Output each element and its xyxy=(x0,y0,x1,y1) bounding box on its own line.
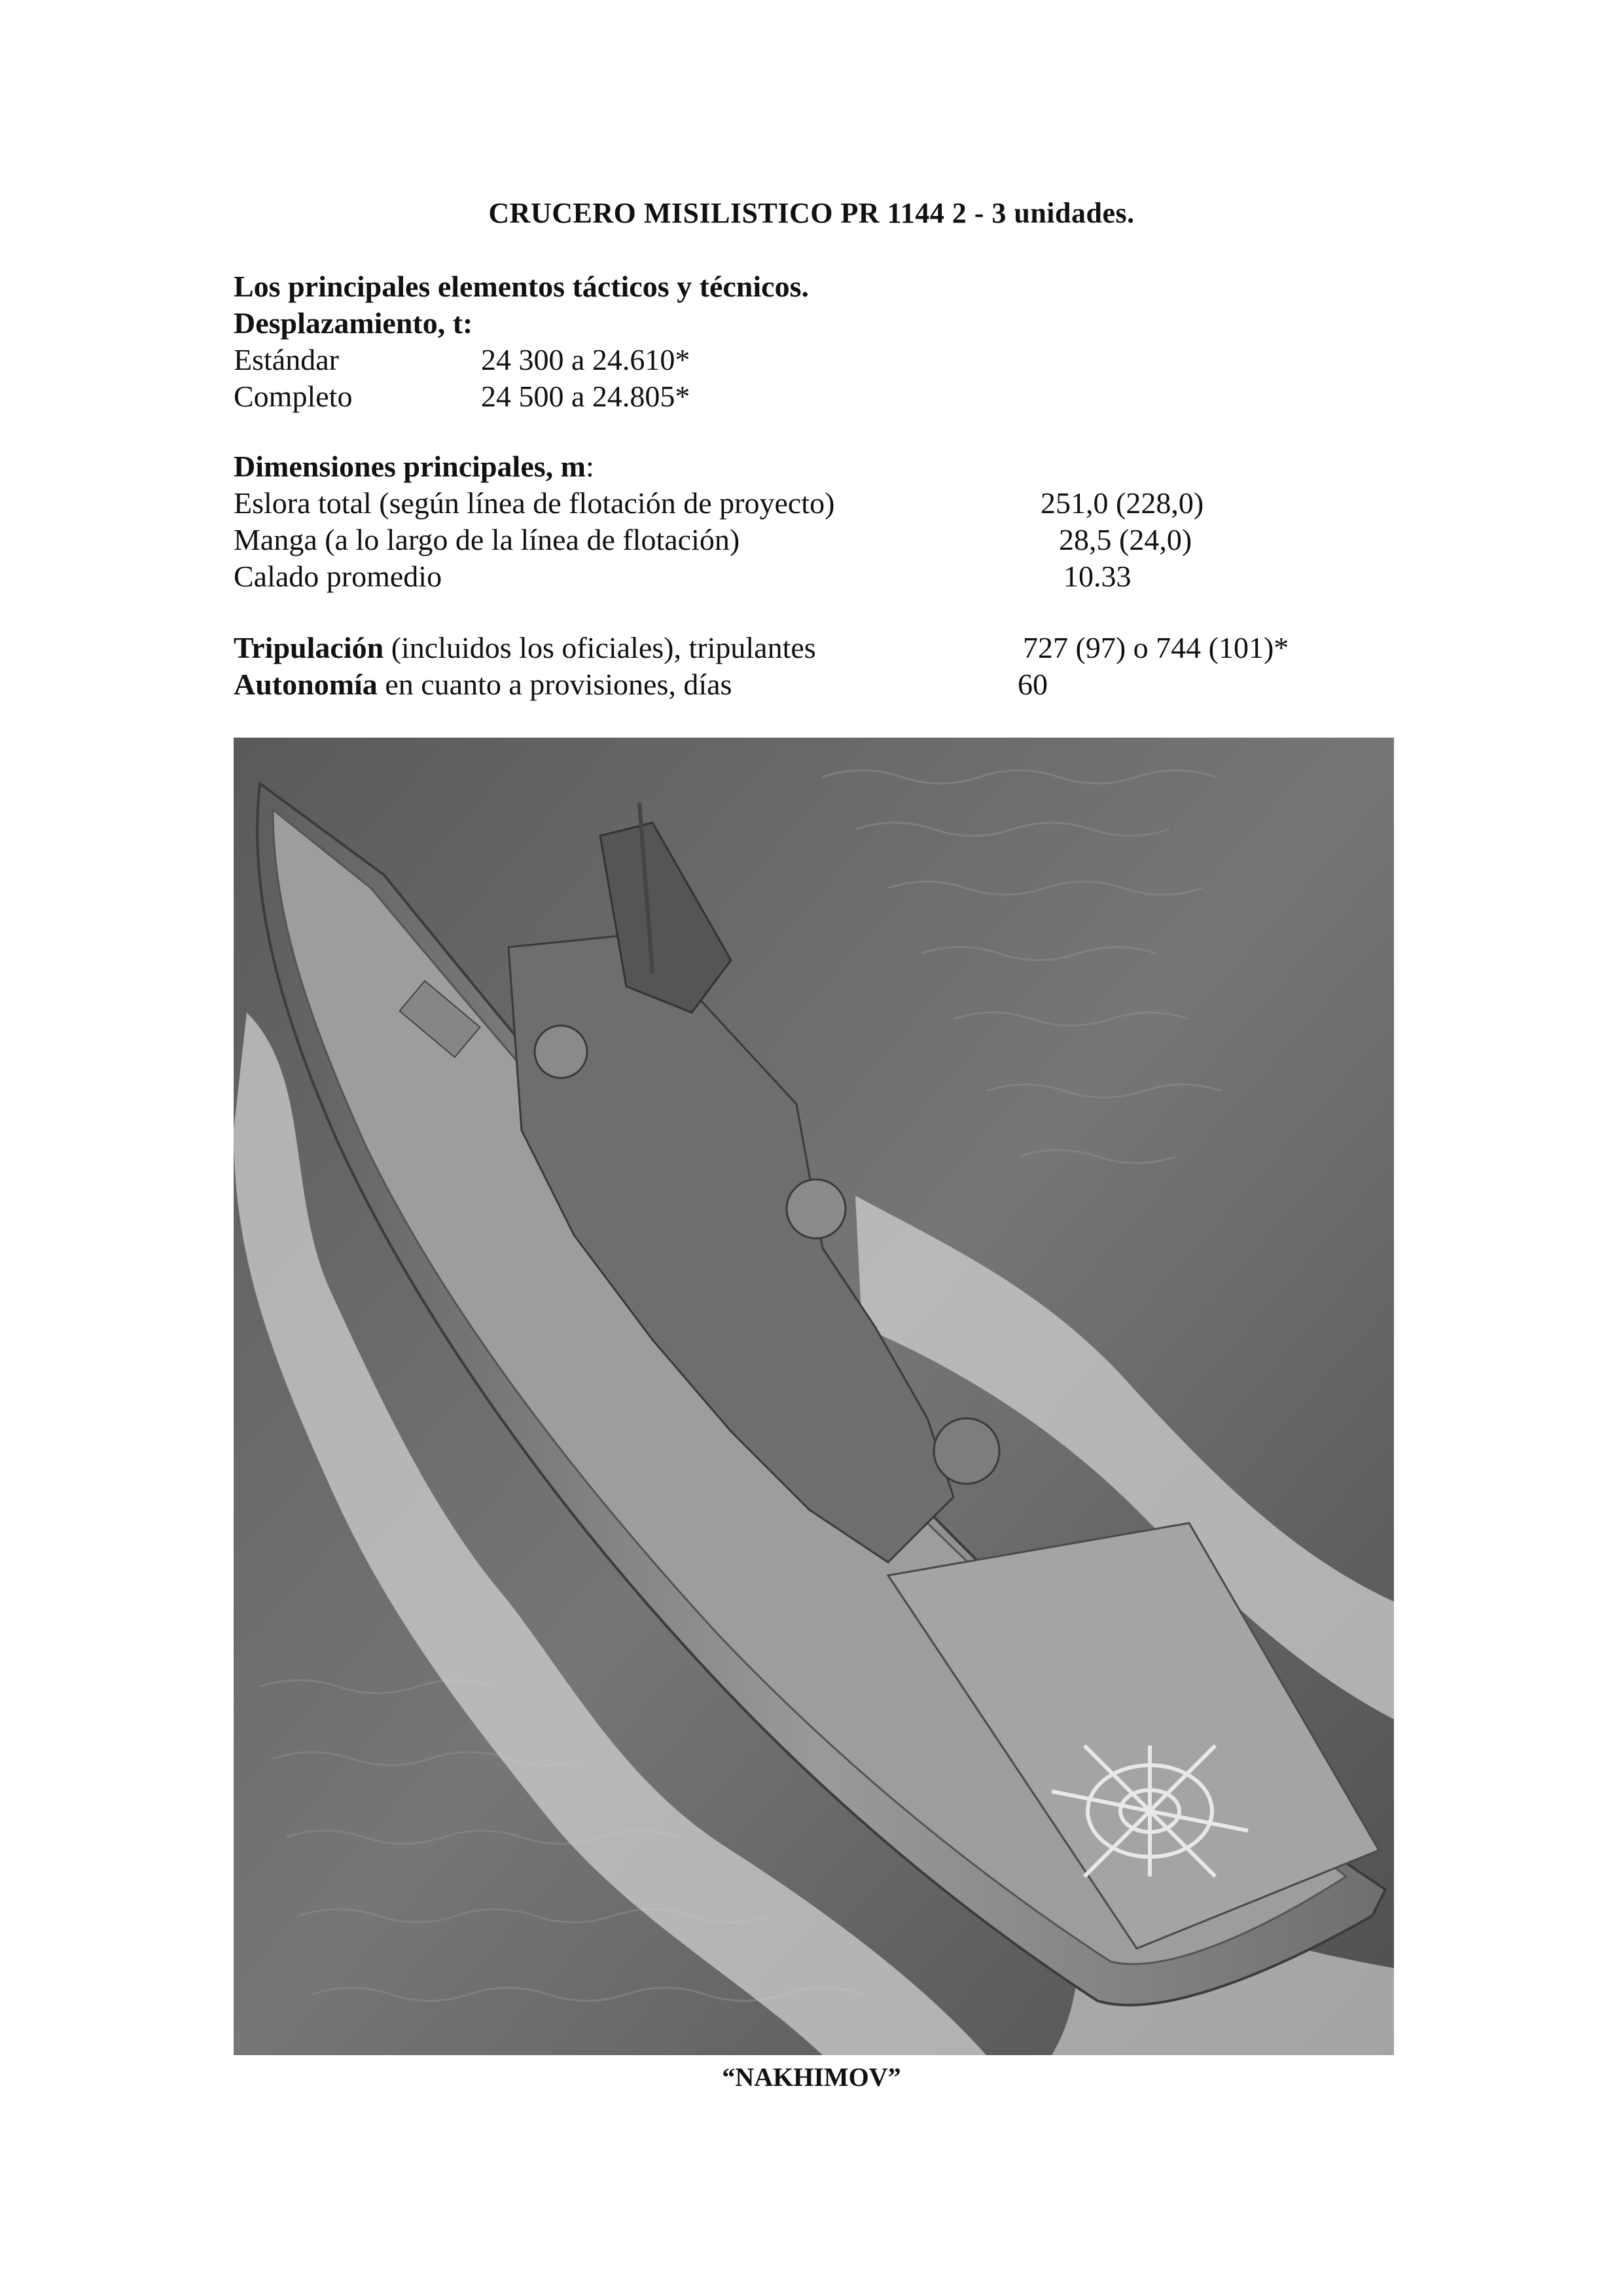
row-label-beam: Manga (a lo largo de la línea de flotación) xyxy=(234,523,740,556)
row-value-standard: 24 300 a 24.610* xyxy=(481,343,690,376)
autonomy-label-rest: en cuanto a provisiones, días xyxy=(377,668,732,701)
autonomy-value: 60 xyxy=(1018,668,1048,701)
radar-dome-2 xyxy=(787,1179,846,1238)
photo-caption: “NAKHIMOV” xyxy=(722,2062,901,2092)
autonomy-label xyxy=(234,666,732,703)
autonomy-label-bold: Autonomía xyxy=(234,668,378,701)
radar-dome-1 xyxy=(535,1026,587,1078)
ship-photo xyxy=(234,738,1394,2055)
row-label-length: Eslora total (según línea de flotación de proyecto) xyxy=(234,486,835,520)
gun-turret xyxy=(934,1418,999,1484)
crew-label-bold: Tripulación xyxy=(234,631,384,664)
dimensions-heading xyxy=(234,448,594,485)
row-value-full: 24 500 a 24.805* xyxy=(481,380,690,413)
row-value-draft: 10.33 xyxy=(1063,560,1132,593)
dimensions-heading-text: Dimensiones principales, m xyxy=(234,450,586,483)
dimensions-heading-colon: : xyxy=(585,450,594,483)
crew-label xyxy=(234,630,816,666)
page-title: CRUCERO MISILISTICO PR 1144 2 - 3 unidades. xyxy=(488,197,1135,229)
row-label-full: Completo xyxy=(234,380,353,413)
crew-label-rest: (incluidos los oficiales), tripulantes xyxy=(383,631,816,664)
crew-value: 727 (97) o 744 (101)* xyxy=(1023,631,1289,664)
ship-photo-drawing xyxy=(234,738,1394,2055)
row-label-standard: Estándar xyxy=(234,343,339,376)
row-label-draft: Calado promedio xyxy=(234,560,442,593)
row-value-length: 251,0 (228,0) xyxy=(1041,486,1204,520)
section-heading: Los principales elementos tácticos y técnicos. xyxy=(234,270,809,303)
displacement-heading: Desplazamiento, t: xyxy=(234,306,473,340)
row-value-beam: 28,5 (24,0) xyxy=(1059,523,1192,556)
